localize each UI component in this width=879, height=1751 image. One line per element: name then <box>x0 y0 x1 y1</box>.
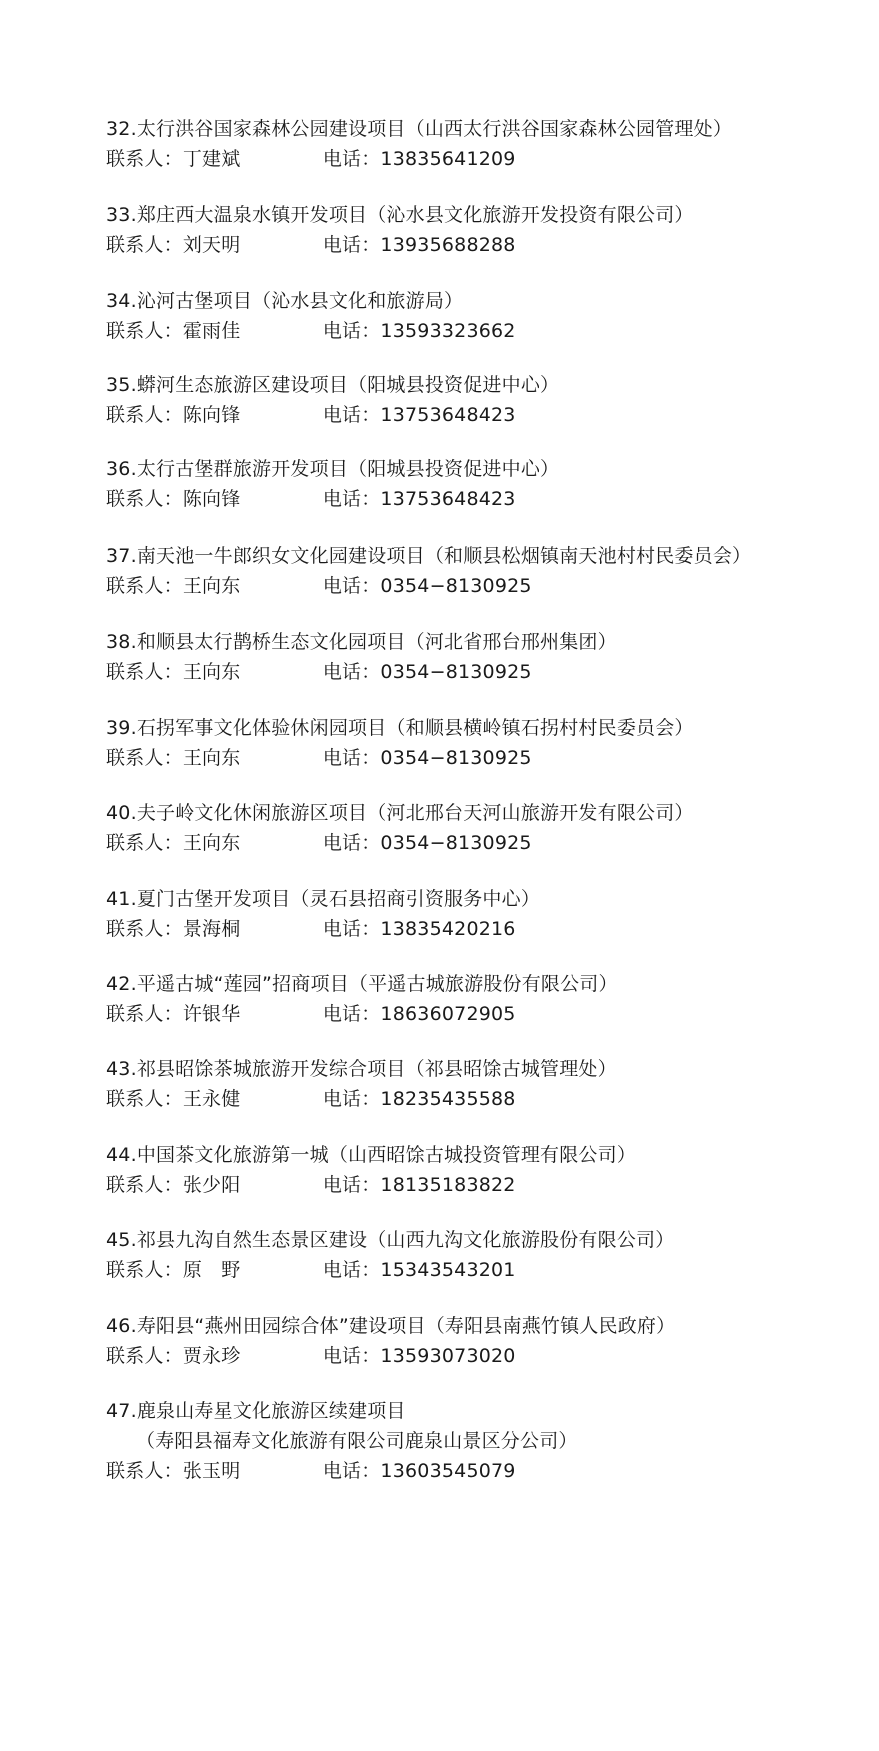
project-title: 38.和顺县太行鹊桥生态文化园项目（河北省邢台邢州集团） <box>106 631 617 653</box>
project-entry <box>106 802 866 854</box>
contact-name: 陈向锋 <box>182 488 241 510</box>
project-title: 42.平遥古城“莲园”招商项目（平遥古城旅游股份有限公司） <box>106 973 618 995</box>
contact-name: 王向东 <box>182 575 241 597</box>
project-entry <box>106 717 866 769</box>
phone-number: 13835420216 <box>380 918 516 940</box>
phone-label: 电话： <box>322 320 381 342</box>
project-title: 36.太行古堡群旅游开发项目（阳城县投资促进中心） <box>106 458 560 480</box>
project-title: 43.祁县昭馀茶城旅游开发综合项目（祁县昭馀古城管理处） <box>106 1058 617 1080</box>
contact-line <box>106 234 866 256</box>
phone-label: 电话： <box>322 832 381 854</box>
contact-line <box>106 1259 866 1281</box>
project-title: 47.鹿泉山寿星文化旅游区续建项目 <box>106 1400 406 1422</box>
phone-number: 0354−8130925 <box>380 747 532 769</box>
contact-name: 贾永珍 <box>182 1345 241 1367</box>
contact-name: 张玉明 <box>182 1460 241 1482</box>
phone-number: 0354−8130925 <box>380 575 532 597</box>
phone-number: 13593323662 <box>380 320 516 342</box>
phone-number: 0354−8130925 <box>380 832 532 854</box>
project-title: 45.祁县九沟自然生态景区建设（山西九沟文化旅游股份有限公司） <box>106 1229 675 1251</box>
contact-name: 丁建斌 <box>182 148 241 170</box>
contact-label: 联系人： <box>106 661 183 683</box>
contact-label: 联系人： <box>106 918 183 940</box>
phone-label: 电话： <box>322 234 381 256</box>
contact-line <box>106 488 866 510</box>
phone-number: 13753648423 <box>380 488 516 510</box>
project-entry <box>106 374 866 426</box>
project-entry <box>106 458 866 510</box>
project-entry <box>106 1144 866 1196</box>
phone-number: 0354−8130925 <box>380 661 532 683</box>
project-title: 32.太行洪谷国家森林公园建设项目（山西太行洪谷国家森林公园管理处） <box>106 118 733 140</box>
phone-label: 电话： <box>322 404 381 426</box>
project-title: 39.石拐军事文化体验休闲园项目（和顺县横岭镇石拐村村民委员会） <box>106 717 694 739</box>
project-organization: （寿阳县福寿文化旅游有限公司鹿泉山景区分公司） <box>136 1430 578 1452</box>
phone-label: 电话： <box>322 1003 381 1025</box>
phone-label: 电话： <box>322 1345 381 1367</box>
phone-number: 13603545079 <box>380 1460 516 1482</box>
contact-name: 许银华 <box>182 1003 241 1025</box>
contact-name: 张少阳 <box>182 1174 241 1196</box>
phone-label: 电话： <box>322 575 381 597</box>
contact-line <box>106 918 866 940</box>
phone-label: 电话： <box>322 1259 381 1281</box>
contact-name: 王永健 <box>182 1088 241 1110</box>
contact-line <box>106 832 866 854</box>
project-title: 40.夫子岭文化休闲旅游区项目（河北邢台天河山旅游开发有限公司） <box>106 802 694 824</box>
phone-label: 电话： <box>322 747 381 769</box>
phone-number: 13835641209 <box>380 148 516 170</box>
phone-number: 18135183822 <box>380 1174 516 1196</box>
contact-label: 联系人： <box>106 488 183 510</box>
contact-label: 联系人： <box>106 1259 183 1281</box>
contact-line <box>106 148 866 170</box>
contact-name: 陈向锋 <box>182 404 241 426</box>
phone-label: 电话： <box>322 918 381 940</box>
contact-line <box>106 1174 866 1196</box>
project-title: 37.南天池一牛郎织女文化园建设项目（和顺县松烟镇南天池村村民委员会） <box>106 545 752 567</box>
contact-line <box>106 747 866 769</box>
contact-name: 王向东 <box>182 832 241 854</box>
contact-label: 联系人： <box>106 1088 183 1110</box>
project-title: 34.沁河古堡项目（沁水县文化和旅游局） <box>106 290 464 312</box>
project-entry <box>106 204 866 256</box>
phone-number: 18636072905 <box>380 1003 516 1025</box>
phone-number: 13753648423 <box>380 404 516 426</box>
contact-line <box>106 1088 866 1110</box>
project-title: 41.夏门古堡开发项目（灵石县招商引资服务中心） <box>106 888 541 910</box>
contact-name: 原 野 <box>182 1259 241 1281</box>
project-title: 35.蟒河生态旅游区建设项目（阳城县投资促进中心） <box>106 374 560 396</box>
project-entry <box>106 545 866 597</box>
contact-line <box>106 661 866 683</box>
contact-label: 联系人： <box>106 1460 183 1482</box>
contact-line <box>106 1003 866 1025</box>
phone-label: 电话： <box>322 1174 381 1196</box>
project-title: 33.郑庄西大温泉水镇开发项目（沁水县文化旅游开发投资有限公司） <box>106 204 694 226</box>
contact-label: 联系人： <box>106 320 183 342</box>
contact-label: 联系人： <box>106 234 183 256</box>
project-title: 44.中国茶文化旅游第一城（山西昭馀古城投资管理有限公司） <box>106 1144 637 1166</box>
contact-name: 刘天明 <box>182 234 241 256</box>
project-entry <box>106 973 866 1025</box>
project-entry <box>106 888 866 940</box>
contact-name: 霍雨佳 <box>182 320 241 342</box>
contact-label: 联系人： <box>106 832 183 854</box>
contact-label: 联系人： <box>106 1345 183 1367</box>
contact-name: 景海桐 <box>182 918 241 940</box>
contact-line <box>106 575 866 597</box>
project-entry <box>106 290 866 342</box>
phone-label: 电话： <box>322 1088 381 1110</box>
contact-label: 联系人： <box>106 1174 183 1196</box>
contact-line <box>106 404 866 426</box>
phone-label: 电话： <box>322 148 381 170</box>
contact-line <box>106 320 866 342</box>
phone-number: 13935688288 <box>380 234 516 256</box>
phone-label: 电话： <box>322 488 381 510</box>
contact-name: 王向东 <box>182 661 241 683</box>
project-entry <box>106 631 866 683</box>
project-title: 46.寿阳县“燕州田园综合体”建设项目（寿阳县南燕竹镇人民政府） <box>106 1315 676 1337</box>
contact-label: 联系人： <box>106 575 183 597</box>
phone-number: 15343543201 <box>380 1259 516 1281</box>
project-entry <box>106 118 866 170</box>
contact-line <box>106 1345 866 1367</box>
project-entry <box>106 1229 866 1281</box>
contact-label: 联系人： <box>106 404 183 426</box>
phone-label: 电话： <box>322 661 381 683</box>
contact-label: 联系人： <box>106 148 183 170</box>
contact-label: 联系人： <box>106 747 183 769</box>
project-entry <box>106 1400 866 1482</box>
contact-name: 王向东 <box>182 747 241 769</box>
contact-label: 联系人： <box>106 1003 183 1025</box>
phone-number: 13593073020 <box>380 1345 516 1367</box>
phone-number: 18235435588 <box>380 1088 516 1110</box>
project-entry <box>106 1315 866 1367</box>
project-entry <box>106 1058 866 1110</box>
phone-label: 电话： <box>322 1460 381 1482</box>
contact-line <box>106 1460 866 1482</box>
